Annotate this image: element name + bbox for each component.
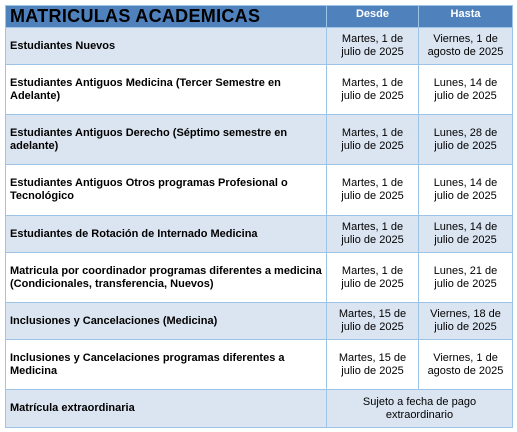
- table-row: [6, 115, 513, 165]
- row-label: Estudiantes Antiguos Otros programas Profesional o Tecnológico: [6, 165, 327, 216]
- start-date: Martes, 1 de julio de 2025: [327, 216, 419, 253]
- table-row: [6, 216, 513, 253]
- end-date: Viernes, 18 de julio de 2025: [419, 303, 513, 340]
- start-date: Martes, 15 de julio de 2025: [327, 303, 419, 340]
- table-row: [6, 390, 513, 428]
- column-header-desde: Desde: [327, 6, 419, 28]
- table-row: [6, 303, 513, 340]
- row-label: Estudiantes Antiguos Derecho (Séptimo semestre en adelante): [6, 115, 327, 165]
- table-row: [6, 28, 513, 65]
- end-date: Viernes, 1 de agosto de 2025: [419, 28, 513, 65]
- row-label: Estudiantes Nuevos: [6, 28, 327, 65]
- start-date: Martes, 1 de julio de 2025: [327, 253, 419, 303]
- start-date: Martes, 1 de julio de 2025: [327, 115, 419, 165]
- row-label: Inclusiones y Cancelaciones (Medicina): [6, 303, 327, 340]
- end-date: Lunes, 28 de julio de 2025: [419, 115, 513, 165]
- start-date: Martes, 1 de julio de 2025: [327, 28, 419, 65]
- row-label: Estudiantes de Rotación de Internado Medicina: [6, 216, 327, 253]
- row-label: Matrícula extraordinaria: [6, 390, 327, 428]
- table-row: [6, 253, 513, 303]
- row-label: Inclusiones y Cancelaciones programas diferentes a Medicina: [6, 340, 327, 390]
- column-header-hasta: Hasta: [419, 6, 513, 28]
- table-row: [6, 340, 513, 390]
- table-row: [6, 65, 513, 115]
- table-title: MATRICULAS ACADEMICAS: [6, 6, 327, 28]
- end-date: Viernes, 1 de agosto de 2025: [419, 340, 513, 390]
- end-date: Lunes, 21 de julio de 2025: [419, 253, 513, 303]
- start-date: Martes, 1 de julio de 2025: [327, 65, 419, 115]
- start-date: Martes, 15 de julio de 2025: [327, 340, 419, 390]
- academic-enrollment-table: [5, 5, 513, 428]
- end-date: Lunes, 14 de julio de 2025: [419, 165, 513, 216]
- end-date: Lunes, 14 de julio de 2025: [419, 65, 513, 115]
- date-note: Sujeto a fecha de pago extraordinario: [327, 390, 513, 428]
- row-label: Estudiantes Antiguos Medicina (Tercer Semestre en Adelante): [6, 65, 327, 115]
- end-date: Lunes, 14 de julio de 2025: [419, 216, 513, 253]
- row-label: Matricula por coordinador programas diferentes a medicina (Condicionales, transferencia, Nuevos): [6, 253, 327, 303]
- table-header-row: [6, 6, 513, 28]
- table-row: [6, 165, 513, 216]
- start-date: Martes, 1 de julio de 2025: [327, 165, 419, 216]
